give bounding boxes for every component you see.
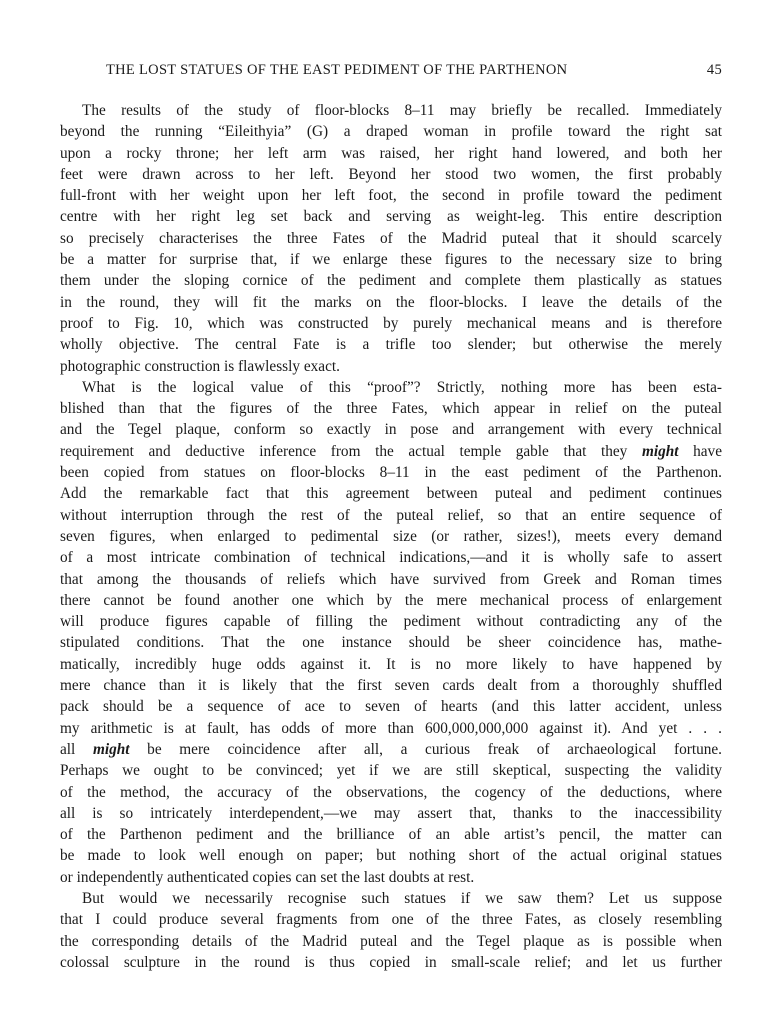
- text-segment: all: [60, 740, 76, 758]
- text-line: them under the sloping cornice of the pediment and complete them plastically as statues: [60, 272, 722, 290]
- text-line: wholly objective. The central Fate is a trifle too slender; but otherwise the merely: [60, 336, 722, 354]
- text-line: upon a rocky throne; her left arm was raised, her right hand lowered, and both her: [60, 144, 722, 162]
- text-line-with-italic: [60, 739, 722, 760]
- text-line: my arithmetic is at fault, has odds of more than 600,000,000,000 against it). And yet . . .: [60, 719, 722, 737]
- text-line: and the Tegel plaque, conform so exactly in pose and arrangement with every technical: [60, 421, 722, 439]
- text-line: matically, incredibly huge odds against it. It is no more likely to have happened by: [60, 655, 722, 673]
- text-line: been copied from statues on floor-blocks 8–11 in the east pediment of the Parthenon.: [60, 464, 722, 482]
- text-segment: have: [693, 442, 722, 460]
- paragraph-1: [60, 100, 722, 377]
- text-line: that among the thousands of reliefs which have survived from Greek and Roman times: [60, 570, 722, 588]
- paragraph-2: [60, 377, 722, 888]
- text-line: colossal sculpture in the round is thus copied in small-scale relief; and let us further: [60, 953, 722, 971]
- running-title: THE LOST STATUES OF THE EAST PEDIMENT OF THE PARTHENON: [106, 62, 568, 78]
- text-line: pack should be a sequence of ace to seven of hearts (and this latter accident, unless: [60, 698, 722, 716]
- text-line: of the method, the accuracy of the observations, the cogency of the deductions, where: [60, 783, 722, 801]
- text-line: be a matter for surprise that, if we enlarge these figures to the necessary size to bring: [60, 251, 722, 269]
- text-line: that I could produce several fragments from one of the three Fates, as closely resembling: [60, 911, 722, 929]
- text-line: or independently authenticated copies can set the last doubts at rest.: [60, 868, 475, 886]
- text-line: there cannot be found another one which by the mere mechanical process of enlargement: [60, 591, 722, 609]
- text-line: mere chance than it is likely that the first seven cards dealt from a thoroughly shuffled: [60, 677, 722, 695]
- text-line: of a most intricate combination of technical indications,—and it is wholly safe to assert: [60, 549, 722, 567]
- text-line: Add the remarkable fact that this agreement between puteal and pediment continues: [60, 485, 722, 503]
- text-line: stipulated conditions. That the one instance should be sheer coincidence has, mathe-: [60, 634, 722, 652]
- text-line: What is the logical value of this “proof”? Strictly, nothing more has been esta-: [82, 378, 722, 396]
- text-line: seven figures, when enlarged to pedimental size (or rather, sizes!), meets every demand: [60, 527, 722, 545]
- paragraph-3: [60, 888, 722, 973]
- text-line: The results of the study of floor-blocks 8–11 may briefly be recalled. Immediately: [82, 102, 722, 119]
- italic-word: might: [641, 442, 679, 460]
- text-line-with-italic: [60, 441, 722, 462]
- body-text: [60, 100, 722, 973]
- text-line: full-front with her weight upon her left foot, the second in profile toward the pediment: [60, 187, 722, 205]
- text-line: photographic construction is flawlessly exact.: [60, 357, 340, 375]
- text-segment: be mere coincidence after all, a curious freak of archaeological fortune.: [147, 740, 723, 758]
- text-line: all is so intricately interdependent,—we may assert that, thanks to the inaccessibility: [60, 804, 722, 822]
- text-line: so precisely characterises the three Fates of the Madrid puteal that it should scarcely: [60, 229, 722, 247]
- text-line: be made to look well enough on paper; but nothing short of the actual original statues: [60, 847, 722, 865]
- text-line: without interruption through the rest of the puteal relief, so that an entire sequence of: [60, 506, 722, 524]
- running-header: [60, 62, 722, 82]
- text-line: blished than that the figures of the three Fates, which appear in relief on the puteal: [60, 400, 722, 418]
- page-number: 45: [706, 62, 722, 78]
- text-line: But would we necessarily recognise such statues if we saw them? Let us suppose: [82, 889, 722, 907]
- text-line: Perhaps we ought to be convinced; yet if we are still skeptical, suspecting the validity: [60, 762, 722, 780]
- text-line: of the Parthenon pediment and the brilliance of an able artist’s pencil, the matter can: [60, 826, 722, 844]
- text-line: centre with her right leg set back and serving as weight-leg. This entire description: [60, 208, 722, 226]
- text-line: feet were drawn across to her left. Beyond her stood two women, the first probably: [60, 165, 722, 183]
- text-line: proof to Fig. 10, which was constructed by purely mechanical means and is therefore: [60, 314, 722, 332]
- text-line: beyond the running “Eileithyia” (G) a draped woman in profile toward the right sat: [60, 123, 722, 141]
- text-segment: requirement and deductive inference from the actual temple gable that they: [60, 442, 628, 460]
- italic-word: might: [92, 740, 130, 758]
- text-line: the corresponding details of the Madrid puteal and the Tegel plaque as is possible when: [60, 932, 722, 950]
- text-line: will produce figures capable of filling the pediment without contradicting any of the: [60, 613, 722, 631]
- text-line: in the round, they will fit the marks on the floor-blocks. I leave the details of the: [60, 293, 722, 311]
